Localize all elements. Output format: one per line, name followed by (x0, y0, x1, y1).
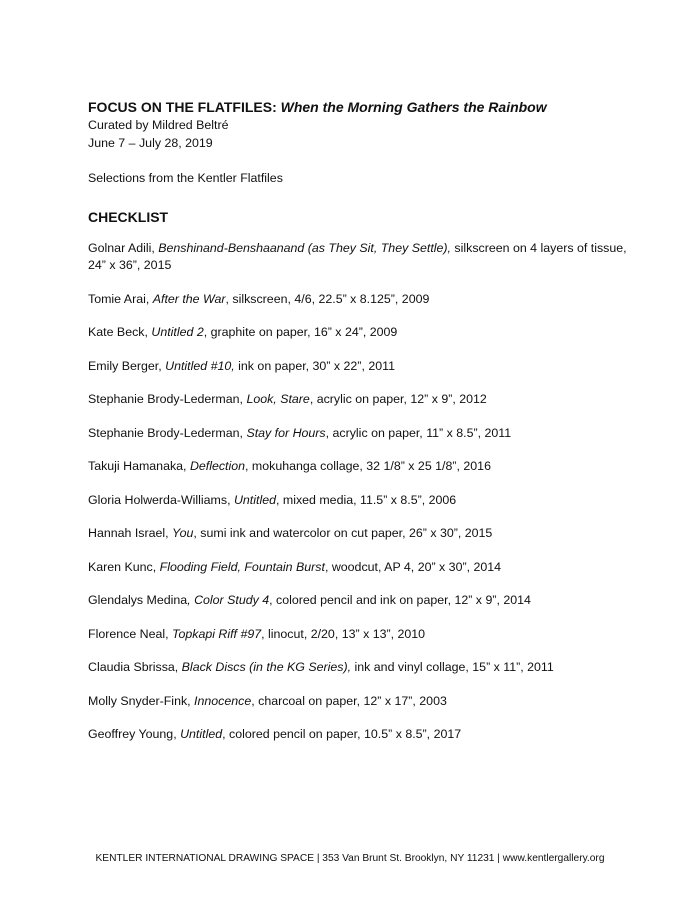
artist-name: Claudia Sbrissa, (88, 660, 182, 674)
work-title: After the War (152, 291, 226, 306)
work-details: , silkscreen, 4/6, 22.5” x 8.125”, 2009 (225, 291, 430, 306)
title-exhibition-name: When the Morning Gathers the Rainbow (280, 99, 547, 115)
work-title: Look, Stare (246, 392, 310, 406)
work-title: Deflection (189, 459, 246, 473)
checklist-item (88, 425, 633, 442)
artist-name: Stephanie Brody-Lederman, (88, 392, 247, 406)
work-details: , mokuhanga collage, 32 1/8” x 25 1/8”, 2016 (245, 459, 491, 473)
artist-name: Golnar Adili, (88, 241, 159, 255)
checklist-item (88, 726, 633, 743)
checklist-item (88, 458, 633, 475)
artist-name: Molly Snyder-Fink, (88, 693, 195, 708)
checklist-item (88, 324, 633, 341)
selections-note: Selections from the Kentler Flatfiles (88, 171, 283, 185)
artist-name: Karen Kunc, (88, 559, 160, 574)
work-details: , acrylic on paper, 12” x 9”, 2012 (309, 392, 487, 406)
checklist-item (88, 693, 633, 710)
work-title: Untitled (233, 492, 276, 507)
work-details: , charcoal on paper, 12” x 17”, 2003 (251, 693, 447, 708)
work-title: Topkapi Riff #97 (172, 626, 262, 641)
artist-name: Geoffrey Young, (88, 727, 181, 741)
artist-name: Hannah Israel, (88, 526, 173, 540)
work-title: Flooding Field, Fountain Burst (159, 559, 325, 574)
checklist-item (88, 291, 633, 308)
work-details: ink on paper, 30” x 22”, 2011 (234, 358, 395, 373)
curator-line: Curated by Mildred Beltré (88, 118, 229, 132)
work-title: Black Discs (in the KG Series), (181, 660, 352, 674)
work-details: , linocut, 2/20, 13” x 13”, 2010 (261, 626, 426, 641)
work-details: , colored pencil and ink on paper, 12” x 9”, 2014 (269, 593, 531, 607)
artist-name: Tomie Arai, (88, 291, 153, 306)
artist-name: Kate Beck, (88, 325, 152, 339)
work-details: , woodcut, AP 4, 20” x 30”, 2014 (324, 559, 502, 574)
artist-name: Emily Berger, (88, 358, 166, 373)
work-title: Untitled 2 (151, 325, 204, 339)
work-details: , mixed media, 11.5” x 8.5”, 2006 (275, 492, 457, 507)
work-details: , acrylic on paper, 11” x 8.5”, 2011 (325, 425, 512, 440)
checklist-item (88, 240, 633, 274)
exhibition-title (88, 98, 633, 116)
work-details: , sumi ink and watercolor on cut paper, 26” x 30”, 2015 (193, 526, 493, 540)
checklist-item (88, 391, 633, 408)
artist-name: Glendalys Medina (88, 593, 188, 607)
artist-name: Gloria Holwerda-Williams, (88, 492, 234, 507)
work-title: , Color Study 4 (187, 593, 270, 607)
work-details: , graphite on paper, 16” x 24”, 2009 (203, 325, 398, 339)
work-details: ink and vinyl collage, 15” x 11”, 2011 (351, 660, 554, 674)
footer-address: KENTLER INTERNATIONAL DRAWING SPACE | 353 Van Brunt St. Brooklyn, NY 11231 | www.kentlergallery.org (95, 853, 605, 864)
checklist-heading: CHECKLIST (88, 209, 169, 225)
work-title: Innocence (194, 693, 252, 708)
work-title: Untitled (180, 727, 223, 741)
document-body (88, 98, 633, 760)
checklist-list (88, 240, 633, 743)
work-title: Benshinand-Benshaanand (as They Sit, They Settle), (158, 241, 451, 255)
checklist-item (88, 492, 633, 509)
checklist-item (88, 659, 633, 676)
title-prefix: FOCUS ON THE FLATFILES: (88, 99, 277, 115)
work-title: You (172, 526, 194, 540)
work-title: Stay for Hours (246, 425, 326, 440)
artist-name: Takuji Hamanaka, (88, 459, 190, 473)
work-details: silkscreen on 4 layers of tissue, 24” x 36”, 2015 (88, 241, 627, 272)
checklist-item (88, 626, 633, 643)
artist-name: Stephanie Brody-Lederman, (88, 425, 247, 440)
checklist-item (88, 592, 633, 609)
checklist-item (88, 525, 633, 542)
work-details: , colored pencil on paper, 10.5” x 8.5”, 2017 (222, 727, 462, 741)
artist-name: Florence Neal, (88, 626, 173, 641)
checklist-item (88, 358, 633, 375)
checklist-item (88, 559, 633, 576)
work-title: Untitled #10, (165, 358, 235, 373)
exhibition-dates: June 7 – July 28, 2019 (88, 136, 213, 150)
